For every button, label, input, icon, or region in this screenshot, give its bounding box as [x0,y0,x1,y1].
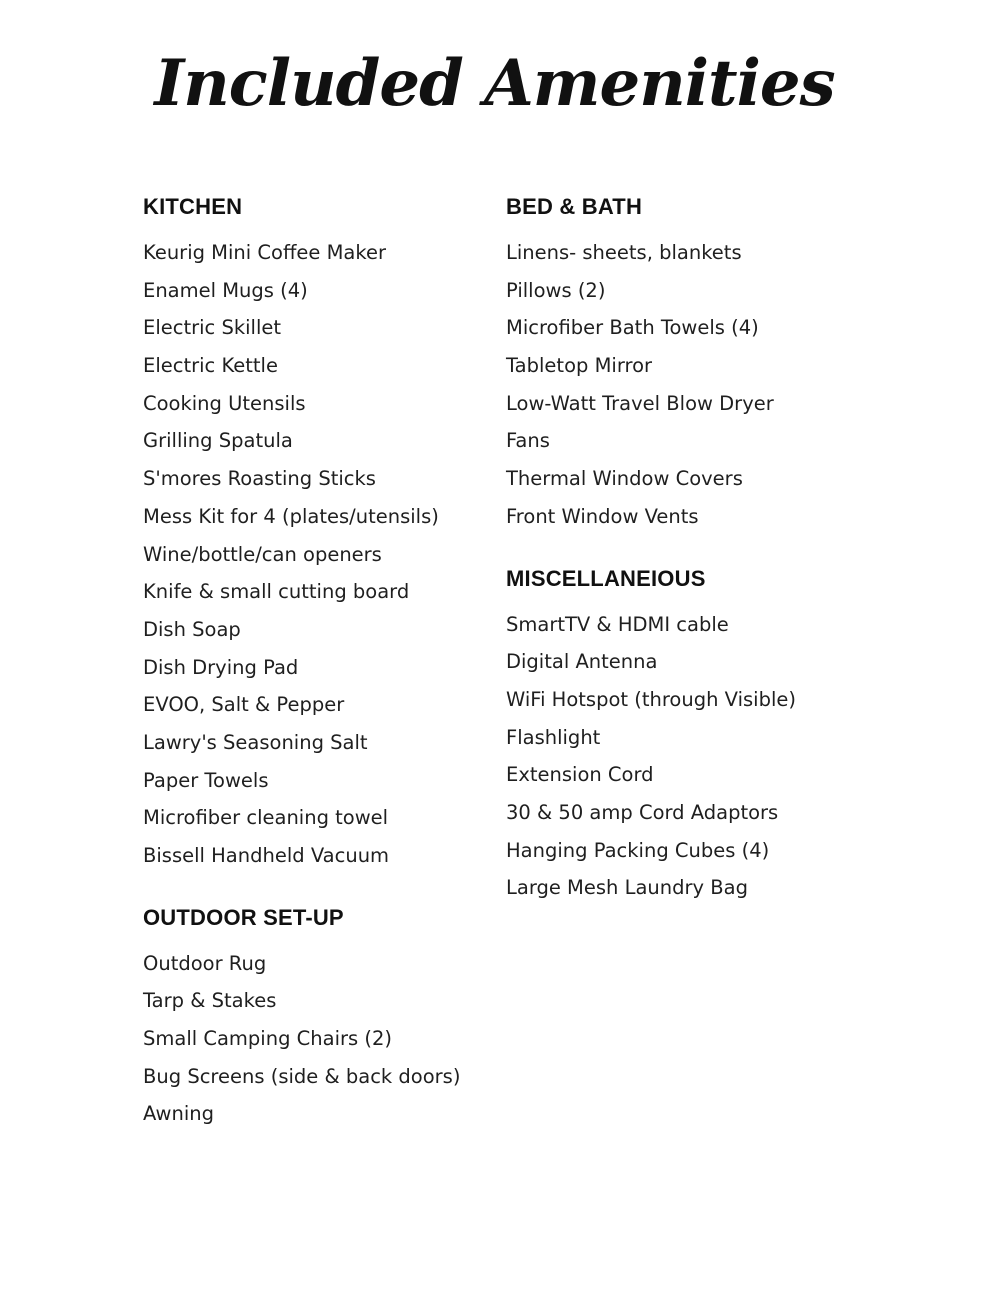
list-item: Cooking Utensils [143,391,306,415]
list-item: Thermal Window Covers [506,467,743,491]
list-item: Front Window Vents [506,504,699,528]
misc-list [506,610,886,912]
list-item: Flashlight [506,725,601,749]
list-item: Microfiber cleaning towel [143,806,389,830]
list-item: Digital Antenna [506,650,658,674]
list-item: Outdoor Rug [143,951,267,975]
outdoor-list [143,949,493,1137]
bed-bath-heading: BED & BATH [506,194,643,219]
kitchen-section [143,192,493,879]
list-item: Pillows (2) [506,278,606,302]
misc-section [506,564,886,912]
list-item: Lawry's Seasoning Salt [143,730,368,754]
list-item: Tarp & Stakes [143,989,277,1013]
list-item: Microfiber Bath Towels (4) [506,316,759,340]
list-item: Grilling Spatula [143,429,293,453]
list-item: Bug Screens (side & back doors) [143,1064,461,1088]
list-item: Bissell Handheld Vacuum [143,844,390,867]
list-item: Low-Watt Travel Blow Dryer [506,391,774,415]
list-item: Enamel Mugs (4) [143,278,308,302]
list-item: Keurig Mini Coffee Maker [143,241,386,264]
bed-bath-section [506,192,886,540]
list-item: Dish Soap [143,617,241,641]
list-item: Knife & small cutting board [143,580,410,604]
list-item: Paper Towels [143,768,269,792]
list-item: Small Camping Chairs (2) [143,1027,392,1051]
kitchen-list [143,238,493,879]
outdoor-section [143,903,493,1137]
outdoor-heading: OUTDOOR SET-UP [143,904,344,930]
list-item: Fans [506,429,550,453]
list-item: Tabletop Mirror [506,354,653,378]
list-item: Electric Skillet [143,316,282,340]
page-title: Included Amenities [154,46,835,121]
misc-heading: MISCELLANEIOUS [506,565,706,591]
right-column [506,192,886,935]
list-item: Extension Cord [506,763,654,787]
left-column [143,192,493,1161]
list-item: EVOO, Salt & Pepper [143,693,345,717]
list-item: SmartTV & HDMI cable [506,612,729,636]
list-item: Large Mesh Laundry Bag [506,876,748,900]
list-item: Mess Kit for 4 (plates/utensils) [143,504,439,528]
list-item: Hanging Packing Cubes (4) [506,838,770,862]
list-item: WiFi Hotspot (through Visible) [506,687,796,711]
list-item: Electric Kettle [143,354,278,378]
list-item: Linens- sheets, blankets [506,241,742,264]
list-item: 30 & 50 amp Cord Adaptors [506,800,779,824]
list-item: S'mores Roasting Sticks [143,467,376,491]
bed-bath-list [506,238,886,540]
list-item: Dish Drying Pad [143,655,299,679]
kitchen-heading: KITCHEN [143,194,243,219]
list-item: Wine/bottle/can openers [143,542,382,566]
list-item: Awning [143,1102,215,1126]
